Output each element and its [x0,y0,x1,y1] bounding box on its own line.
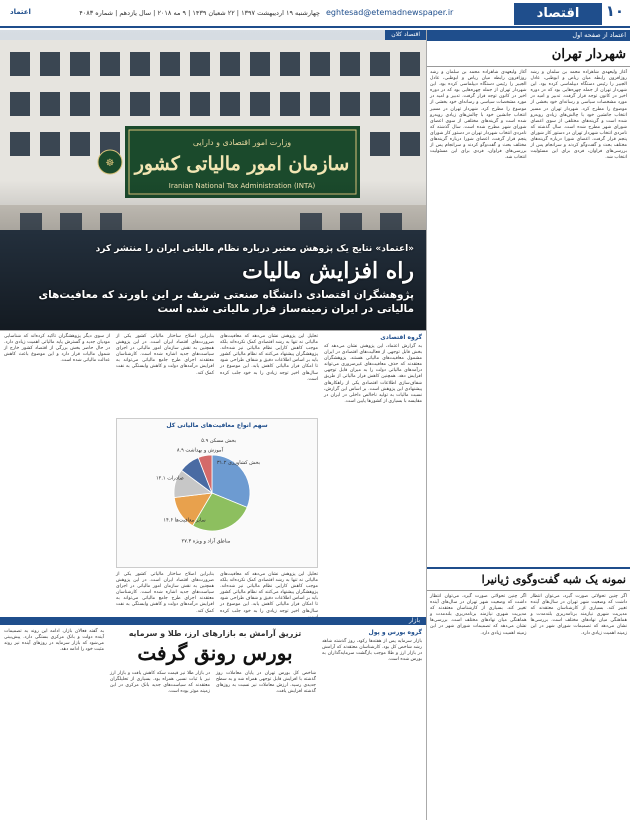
article-col-1: به گزارش اعتماد، این پژوهش نشان می‌دهد که بخش قابل توجهی از فعالیت‌های اقتصادی در ایران مشمول معافیت‌های مالیاتی هستند. پژوهشگران معتقدند که حذف معافیت‌های غیرضروری می‌تواند درآمدهای مالیاتی دولت را به میزان قابل توجهی افزایش دهد. همچنین کاهش فرار مالیاتی از طریق شفاف‌سازی اطلاعات اقتصادی یکی از راهکارهای پیشنهادی این پژوهش است. بر اساس این گزارش، نسبت مالیات به تولید ناخالص داخلی در ایران در مقایسه با بسیاری از کشورها پایین است. [324,344,422,404]
bottom-kicker: تزریق آرامش به بازارهای ارز، طلا و سرمایه [128,629,302,638]
bottom-section-bar [0,617,426,625]
pie-chart [117,429,317,563]
article-byline: گروه اقتصادی [380,334,422,341]
right-column-sub-body-b: اگر چنین تحولاتی صورت گیرد، می‌توان انتظار داشت که وضعیت شهر تهران در سال‌های آینده تغییر کند. بسیاری از کارشناسان معتقدند که مدیریت شهری نیازمند برنامه‌ریزی بلندمدت و هماهنگی میان نهادهای مختلف است. بررسی‌ها نشان می‌دهد که تصمیمات شورای شهر در این زمینه اهمیت زیادی دارد. [430,594,527,636]
article-col-4: از سوی دیگر پژوهشگران تاکید کرده‌اند که شناسایی مودیان جدید و گسترش پایه مالیاتی اهمیت زیادی دارد. در حال حاضر بخش بزرگی از اقتصاد کشور خارج از شمول مالیات قرار دارد و این موضوع باعث کاهش عدالت مالیاتی شده است. [4,334,110,364]
right-column-sub-body-a: اگر چنین تحولاتی صورت گیرد، می‌توان انتظار داشت که وضعیت شهر تهران در سال‌های آینده تغییر کند. بسیاری از کارشناسان معتقدند که مدیریت شهری نیازمند برنامه‌ریزی بلندمدت و هماهنگی میان نهادهای مختلف است. بررسی‌ها نشان می‌دهد که تصمیمات شورای شهر در این زمینه اهمیت زیادی دارد. [530,594,627,636]
bottom-col-4: به گفته فعالان بازار، ادامه این روند به تصمیمات آینده دولت و بانک مرکزی بستگی دارد. پیش‌بینی می‌شود که بازار سرمایه در روزهای آینده نیز روند مثبت خود را ادامه دهد. [4,629,104,653]
bottom-col-3: در بازار طلا نیز قیمت سکه کاهش یافت و بازار ارز نیز با ثبات نسبی همراه بود. بسیاری از تحلیلگران معتقدند که سیاست‌های جدید بانک مرکزی در این زمینه موثر بوده است. [110,671,210,695]
newspaper-logo: اعتماد [10,8,31,16]
building-illustration [0,30,426,330]
hero-headline: راه افزایش مالیات [242,258,414,284]
right-column-title: شهردار تهران [427,41,630,67]
bottom-col-2: شاخص کل بورس تهران در پایان معاملات روز گذشته با افزایش قابل توجهی همراه شد و به سطح جدیدی رسید. ارزش معاملات نیز نسبت به روزهای گذشته افزایش یافت. [216,671,316,695]
pie-slice-label: آموزش و بهداشت ۸.۹ [176,447,224,454]
hero-kicker: «اعتماد» نتایج یک پژوهش معتبر درباره نظام مالیاتی ایران را منتشر کرد [95,244,414,254]
pie-slice-label: مناطق آزاد و ویژه ۲۷.۳ [181,538,231,545]
column-divider [426,30,427,820]
bottom-article [0,627,426,820]
chart-title: سهم انواع معافیت‌های مالیاتی کل [166,422,268,429]
section-tab[interactable]: اقتصاد [514,3,602,25]
article-col-3: بنابراین اصلاح ساختار مالیاتی کشور یکی از ضرورت‌های اقتصاد ایران است. در این پژوهش همچنین به نقش سازمان امور مالیاتی در اجرای سیاست‌های جدید اشاره شده است. کارشناسان معتقدند اجرای طرح جامع مالیاتی می‌تواند به افزایش درآمدهای دولت و کاهش وابستگی به نفت کمک کند. [116,334,214,376]
right-column-subtitle: نمونه یک شبه گفت‌وگوی ژیانیرا [427,567,630,591]
article-col-3b: بنابراین اصلاح ساختار مالیاتی کشور یکی از ضرورت‌های اقتصاد ایران است. در این پژوهش همچنین به نقش سازمان امور مالیاتی در اجرای سیاست‌های جدید اشاره شده است. کارشناسان معتقدند اجرای طرح جامع مالیاتی می‌تواند به افزایش درآمدهای دولت و کاهش وابستگی به نفت کمک کند. [116,572,214,614]
page-number: ۱۰ [605,2,624,20]
emblem-icon: ☸ [105,158,115,169]
bottom-headline: بورس رونق گرفت [137,641,293,665]
pie-slice-label: بخش کشاورزی ۳۱.۲ [216,460,261,467]
pie-slice-label: صادرات ۱۲.۱ [155,475,184,482]
building-sign-text: سازمان امور مالیاتی کشور [134,153,350,175]
chart-box [116,418,318,568]
right-column-body-b: آغاز ولیعهدی شاهزاده محمد بن سلمان و رشد روزافزون رابطه میان ریاض و ابوظبی، عادل الجبیر را رئیس دستگاه دیپلماسی کرده بود. این شهردار تهران از جمله چهره‌هایی بود که در دوره اخیر در کانون توجه قرار گرفت. تدبیر و امید در مورد مشخصات سیاسی و رسانه‌ای خود بخشی از موضوع را مطرح کرد. شهردار تهران در مسیر انتخاب جانشین خود با چالش‌های زیادی روبه‌رو شده است و گزینه‌های مختلفی از سوی اعضای شورای شهر مطرح شده است. سال گذشته که نامزدی انتخاب شهردار تهران در دستور کار شورای پنجم قرار گرفت، اعضای شورا درباره گزینه‌های مختلف بحث و گفت‌وگو کردند و سرانجام پس از بررسی‌های فراوان، فردی برای این مسئولیت انتخاب شد. [430,70,527,161]
hero-deck: پژوهشگران اقتصادی دانشگاه صنعتی شریف بر این باورند که معافیت‌های مالیاتی در ایران زمینه‌ساز فرار مالیاتی شده است [38,289,414,315]
hero-photo [0,30,426,330]
article-col-2: تحلیل این پژوهش نشان می‌دهد که معافیت‌های مالیاتی نه تنها به رشد اقتصادی کمک نکرده‌اند بلکه موجب کاهش کارایی نظام مالیاتی نیز شده‌اند. پژوهشگران پیشنهاد می‌کنند که نظام مالیاتی کشور باید بر اساس اطلاعات دقیق و شفاف طراحی شود تا امکان فرار مالیاتی کاهش یابد. این موضوع در سال‌های اخیر توجه زیادی را به خود جلب کرده است. [220,334,318,382]
article-area [0,332,426,615]
article-col-2b: تحلیل این پژوهش نشان می‌دهد که معافیت‌های مالیاتی نه تنها به رشد اقتصادی کمک نکرده‌اند بلکه موجب کاهش کارایی نظام مالیاتی نیز شده‌اند. پژوهشگران پیشنهاد می‌کنند که نظام مالیاتی کشور باید بر اساس اطلاعات دقیق و شفاف طراحی شود تا امکان فرار مالیاتی کاهش یابد. این موضوع در سال‌های اخیر توجه زیادی را به خود جلب کرده [220,572,318,614]
pie-slice-label: سایر معافیت‌ها ۱۴.۶ [163,517,206,524]
building-sign-sub: وزارت امور اقتصادی و دارایی [192,138,292,147]
hero-divider [0,330,426,331]
hero-section-label: اقتصاد کلان [385,30,426,40]
page-header [0,0,630,28]
bottom-byline: گروه بورس و پول [368,629,422,636]
dateline: چهارشنبه ۱۹ اردیبهشت ۱۳۹۷ | ۲۲ شعبان ۱۴۳۹ | ۹ مه ۲۰۱۸ | سال یازدهم | شماره ۴۰۸۳ [79,9,320,17]
site-email[interactable]: eghtesad@etemadnewspaper.ir [326,8,454,17]
bottom-section-label: بازار [409,617,420,624]
right-column [427,30,630,820]
bottom-col-1: بازار سرمایه پس از هفته‌ها رکود، روز گذشته شاهد رشد شاخص کل بود. کارشناسان معتقدند که آرامش در بازار ارز و طلا موجب بازگشت سرمایه‌گذاران به بورس شده است. [322,639,422,663]
right-column-body-a: آغاز ولیعهدی شاهزاده محمد بن سلمان و رشد روزافزون رابطه میان ریاض و ابوظبی، عادل الجبیر را رئیس دستگاه دیپلماسی کرده بود. این شهردار تهران از جمله چهره‌هایی بود که در دوره اخیر در کانون توجه قرار گرفت. تدبیر و امید در مورد مشخصات سیاسی و رسانه‌ای خود بخشی از موضوع را مطرح کرد. شهردار تهران در مسیر انتخاب جانشین خود با چالش‌های زیادی روبه‌رو شده است و گزینه‌های مختلفی از سوی اعضای شورای شهر مطرح شده است. سال گذشته که نامزدی انتخاب شهردار تهران در دستور کار شورای پنجم قرار گرفت، اعضای شورا درباره گزینه‌های مختلف بحث و گفت‌وگو کردند و سرانجام پس از بررسی‌های فراوان، فردی برای این مسئولیت انتخاب شد. [530,70,627,161]
pie-slice-label: بخش مسکن ۵.۹ [201,437,237,444]
right-column-label: اعتماد از صفحه اول [427,30,630,41]
